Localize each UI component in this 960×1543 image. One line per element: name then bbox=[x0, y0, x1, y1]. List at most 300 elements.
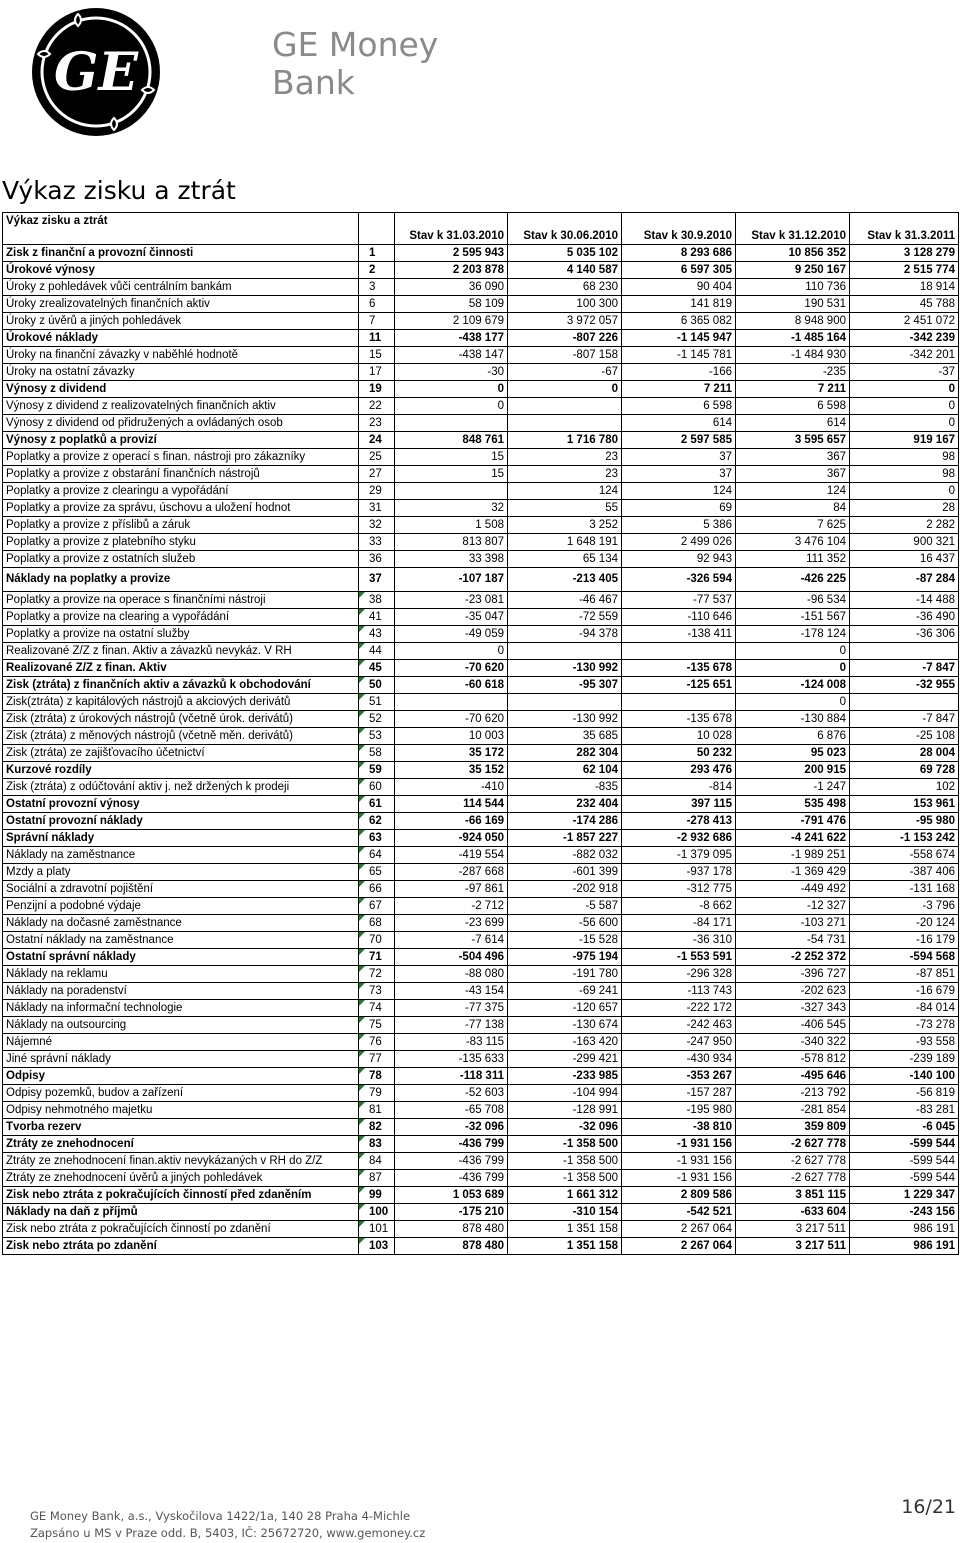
row-value bbox=[508, 415, 622, 432]
row-code: 61 bbox=[359, 796, 395, 813]
row-value: -299 421 bbox=[508, 1051, 622, 1068]
row-value: -124 008 bbox=[736, 677, 850, 694]
table-row bbox=[3, 1034, 959, 1051]
row-code: 41 bbox=[359, 609, 395, 626]
row-value: -1 247 bbox=[736, 779, 850, 796]
row-value: -222 172 bbox=[622, 1000, 736, 1017]
row-value: -7 847 bbox=[850, 660, 959, 677]
table-row bbox=[3, 313, 959, 330]
row-value: 359 809 bbox=[736, 1119, 850, 1136]
row-code: 24 bbox=[359, 432, 395, 449]
row-value: -157 287 bbox=[622, 1085, 736, 1102]
row-value: -73 278 bbox=[850, 1017, 959, 1034]
table-row bbox=[3, 762, 959, 779]
row-code: 99 bbox=[359, 1187, 395, 1204]
row-value: -807 158 bbox=[508, 347, 622, 364]
row-value: -130 992 bbox=[508, 660, 622, 677]
row-value: 3 217 511 bbox=[736, 1238, 850, 1255]
row-value: -578 812 bbox=[736, 1051, 850, 1068]
row-value: -36 306 bbox=[850, 626, 959, 643]
row-value: 0 bbox=[736, 660, 850, 677]
row-value: -70 620 bbox=[395, 711, 508, 728]
row-code: 73 bbox=[359, 983, 395, 1000]
row-value: -67 bbox=[508, 364, 622, 381]
row-value: -84 171 bbox=[622, 915, 736, 932]
row-value bbox=[622, 643, 736, 660]
row-value: -247 950 bbox=[622, 1034, 736, 1051]
row-code: 36 bbox=[359, 551, 395, 568]
row-value: 0 bbox=[395, 398, 508, 415]
table-row bbox=[3, 813, 959, 830]
row-code: 60 bbox=[359, 779, 395, 796]
row-value: 124 bbox=[736, 483, 850, 500]
row-value: 190 531 bbox=[736, 296, 850, 313]
row-value: -191 780 bbox=[508, 966, 622, 983]
row-value: 0 bbox=[850, 415, 959, 432]
row-value: -94 378 bbox=[508, 626, 622, 643]
row-label: Mzdy a platy bbox=[3, 864, 359, 881]
row-value: -5 587 bbox=[508, 898, 622, 915]
row-label: Zisk nebo ztráta po zdanění bbox=[3, 1238, 359, 1255]
row-value: 18 914 bbox=[850, 279, 959, 296]
row-value: 16 437 bbox=[850, 551, 959, 568]
row-code: 51 bbox=[359, 694, 395, 711]
row-value: 614 bbox=[622, 415, 736, 432]
row-code: 68 bbox=[359, 915, 395, 932]
row-value: -7 847 bbox=[850, 711, 959, 728]
table-row bbox=[3, 1153, 959, 1170]
row-value: -43 154 bbox=[395, 983, 508, 1000]
row-code: 58 bbox=[359, 745, 395, 762]
row-value: -135 633 bbox=[395, 1051, 508, 1068]
row-value: 15 bbox=[395, 466, 508, 483]
row-value: -436 799 bbox=[395, 1153, 508, 1170]
row-value: 10 856 352 bbox=[736, 245, 850, 262]
row-value: -495 646 bbox=[736, 1068, 850, 1085]
row-value: 0 bbox=[850, 381, 959, 398]
row-value: -924 050 bbox=[395, 830, 508, 847]
row-value: -87 851 bbox=[850, 966, 959, 983]
row-value: 3 476 104 bbox=[736, 534, 850, 551]
row-value: -599 544 bbox=[850, 1153, 959, 1170]
row-value: -2 932 686 bbox=[622, 830, 736, 847]
table-row bbox=[3, 949, 959, 966]
row-value: -599 544 bbox=[850, 1170, 959, 1187]
row-value: 153 961 bbox=[850, 796, 959, 813]
row-value: -243 156 bbox=[850, 1204, 959, 1221]
row-label: Ztráty ze znehodnocení bbox=[3, 1136, 359, 1153]
row-value: -406 545 bbox=[736, 1017, 850, 1034]
table-row bbox=[3, 915, 959, 932]
row-value: -97 861 bbox=[395, 881, 508, 898]
row-value: -120 657 bbox=[508, 1000, 622, 1017]
row-value: -296 328 bbox=[622, 966, 736, 983]
row-value: -542 521 bbox=[622, 1204, 736, 1221]
row-label: Poplatky a provize na ostatní služby bbox=[3, 626, 359, 643]
row-value: -1 358 500 bbox=[508, 1136, 622, 1153]
row-value: -426 225 bbox=[736, 568, 850, 592]
row-value: 69 728 bbox=[850, 762, 959, 779]
row-value: 2 809 586 bbox=[622, 1187, 736, 1204]
row-value: -436 799 bbox=[395, 1170, 508, 1187]
footer bbox=[30, 1508, 425, 1542]
row-value: -46 467 bbox=[508, 592, 622, 609]
row-label: Jiné správní náklady bbox=[3, 1051, 359, 1068]
row-code: 22 bbox=[359, 398, 395, 415]
table-row bbox=[3, 500, 959, 517]
row-value: -77 375 bbox=[395, 1000, 508, 1017]
row-label: Penzijní a podobné výdaje bbox=[3, 898, 359, 915]
table-row bbox=[3, 898, 959, 915]
row-value: 986 191 bbox=[850, 1221, 959, 1238]
row-code: 25 bbox=[359, 449, 395, 466]
row-value: 69 bbox=[622, 500, 736, 517]
row-code: 65 bbox=[359, 864, 395, 881]
table-row bbox=[3, 1102, 959, 1119]
row-value: 37 bbox=[622, 466, 736, 483]
row-value bbox=[622, 694, 736, 711]
row-value: -52 603 bbox=[395, 1085, 508, 1102]
row-value: 36 090 bbox=[395, 279, 508, 296]
row-label: Náklady na poradenství bbox=[3, 983, 359, 1000]
logo-text: GE bbox=[53, 42, 139, 103]
row-value: -438 177 bbox=[395, 330, 508, 347]
row-code: 103 bbox=[359, 1238, 395, 1255]
row-code: 87 bbox=[359, 1170, 395, 1187]
footer-address: GE Money Bank, a.s., Vyskočilova 1422/1a, 140 28 Praha 4-Michle bbox=[30, 1509, 411, 1523]
row-value: 8 948 900 bbox=[736, 313, 850, 330]
column-header: Stav k 31.12.2010 bbox=[736, 213, 850, 245]
row-value: -56 819 bbox=[850, 1085, 959, 1102]
row-value: -1 931 156 bbox=[622, 1136, 736, 1153]
row-label: Odpisy nehmotného majetku bbox=[3, 1102, 359, 1119]
row-value: -449 492 bbox=[736, 881, 850, 898]
row-value: -436 799 bbox=[395, 1136, 508, 1153]
row-value: -49 059 bbox=[395, 626, 508, 643]
row-value: 141 819 bbox=[622, 296, 736, 313]
row-value: 1 351 158 bbox=[508, 1221, 622, 1238]
row-label: Úroky na ostatní závazky bbox=[3, 364, 359, 381]
row-code: 7 bbox=[359, 313, 395, 330]
row-value: -20 124 bbox=[850, 915, 959, 932]
row-value: -130 992 bbox=[508, 711, 622, 728]
row-label: Ztráty ze znehodnocení finan.aktiv nevykázaných v RH do Z/Z bbox=[3, 1153, 359, 1170]
row-value: -1 931 156 bbox=[622, 1170, 736, 1187]
row-value: -130 674 bbox=[508, 1017, 622, 1034]
row-value: 3 217 511 bbox=[736, 1221, 850, 1238]
row-code: 59 bbox=[359, 762, 395, 779]
row-value bbox=[395, 483, 508, 500]
row-value: 28 004 bbox=[850, 745, 959, 762]
row-value: 58 109 bbox=[395, 296, 508, 313]
row-value: -1 358 500 bbox=[508, 1170, 622, 1187]
row-value: -83 115 bbox=[395, 1034, 508, 1051]
row-value: -310 154 bbox=[508, 1204, 622, 1221]
table-row bbox=[3, 1170, 959, 1187]
row-label: Zisk nebo ztráta z pokračujících činností po zdanění bbox=[3, 1221, 359, 1238]
row-value: -937 178 bbox=[622, 864, 736, 881]
row-value: 0 bbox=[395, 381, 508, 398]
row-value: -96 534 bbox=[736, 592, 850, 609]
row-value: 813 807 bbox=[395, 534, 508, 551]
table-row bbox=[3, 466, 959, 483]
row-value: 114 544 bbox=[395, 796, 508, 813]
row-value: 6 876 bbox=[736, 728, 850, 745]
row-value: 28 bbox=[850, 500, 959, 517]
row-value: 848 761 bbox=[395, 432, 508, 449]
row-value: -1 145 947 bbox=[622, 330, 736, 347]
row-value: -396 727 bbox=[736, 966, 850, 983]
row-value: -104 994 bbox=[508, 1085, 622, 1102]
row-value: 535 498 bbox=[736, 796, 850, 813]
row-label: Náklady na daň z příjmů bbox=[3, 1204, 359, 1221]
table-row bbox=[3, 983, 959, 1000]
row-value bbox=[395, 694, 508, 711]
row-value: -599 544 bbox=[850, 1136, 959, 1153]
row-value: -36 310 bbox=[622, 932, 736, 949]
row-value: -1 485 164 bbox=[736, 330, 850, 347]
row-value bbox=[508, 694, 622, 711]
row-value: 8 293 686 bbox=[622, 245, 736, 262]
row-value: 0 bbox=[736, 694, 850, 711]
row-value: 100 300 bbox=[508, 296, 622, 313]
row-code: 31 bbox=[359, 500, 395, 517]
table-row bbox=[3, 1187, 959, 1204]
row-value: 35 172 bbox=[395, 745, 508, 762]
header-code bbox=[359, 213, 395, 245]
row-label: Ostatní správní náklady bbox=[3, 949, 359, 966]
row-value bbox=[508, 643, 622, 660]
row-value: -791 476 bbox=[736, 813, 850, 830]
table-row bbox=[3, 483, 959, 500]
income-statement-table-wrap bbox=[2, 212, 958, 1255]
row-value: -326 594 bbox=[622, 568, 736, 592]
row-value: -107 187 bbox=[395, 568, 508, 592]
table-row bbox=[3, 449, 959, 466]
row-value: -83 281 bbox=[850, 1102, 959, 1119]
row-value: -118 311 bbox=[395, 1068, 508, 1085]
row-value: 1 053 689 bbox=[395, 1187, 508, 1204]
row-value: -130 884 bbox=[736, 711, 850, 728]
row-value: 3 851 115 bbox=[736, 1187, 850, 1204]
row-code: 43 bbox=[359, 626, 395, 643]
row-value: -131 168 bbox=[850, 881, 959, 898]
row-value: -125 651 bbox=[622, 677, 736, 694]
row-value: -419 554 bbox=[395, 847, 508, 864]
table-row bbox=[3, 1221, 959, 1238]
row-value: -1 145 781 bbox=[622, 347, 736, 364]
row-value: 92 943 bbox=[622, 551, 736, 568]
row-label: Zisk nebo ztráta z pokračujících činností před zdaněním bbox=[3, 1187, 359, 1204]
row-value: 10 028 bbox=[622, 728, 736, 745]
table-row bbox=[3, 381, 959, 398]
row-label: Zisk (ztráta) z měnových nástrojů (včetně měn. derivátů) bbox=[3, 728, 359, 745]
row-value: -151 567 bbox=[736, 609, 850, 626]
row-code: 27 bbox=[359, 466, 395, 483]
table-row bbox=[3, 1136, 959, 1153]
row-label: Náklady na dočasné zaměstnance bbox=[3, 915, 359, 932]
row-value: 102 bbox=[850, 779, 959, 796]
row-value: -23 699 bbox=[395, 915, 508, 932]
row-value: -633 604 bbox=[736, 1204, 850, 1221]
row-value: -594 568 bbox=[850, 949, 959, 966]
row-label: Sociální a zdravotní pojištění bbox=[3, 881, 359, 898]
row-value: -32 096 bbox=[508, 1119, 622, 1136]
row-value: 84 bbox=[736, 500, 850, 517]
row-value: 1 648 191 bbox=[508, 534, 622, 551]
row-value: -342 239 bbox=[850, 330, 959, 347]
row-value: 9 250 167 bbox=[736, 262, 850, 279]
row-value: -340 322 bbox=[736, 1034, 850, 1051]
row-label: Úrokové náklady bbox=[3, 330, 359, 347]
row-code: 38 bbox=[359, 592, 395, 609]
row-value: 98 bbox=[850, 449, 959, 466]
row-value: -175 210 bbox=[395, 1204, 508, 1221]
row-value: -1 484 930 bbox=[736, 347, 850, 364]
table-row bbox=[3, 1000, 959, 1017]
row-label: Kurzové rozdíly bbox=[3, 762, 359, 779]
row-value: -95 307 bbox=[508, 677, 622, 694]
row-label: Poplatky a provize na operace s finančními nástroji bbox=[3, 592, 359, 609]
row-value: 878 480 bbox=[395, 1221, 508, 1238]
row-value: 2 451 072 bbox=[850, 313, 959, 330]
table-header-row bbox=[3, 213, 959, 245]
row-value bbox=[850, 694, 959, 711]
row-value: 1 229 347 bbox=[850, 1187, 959, 1204]
row-value: -2 627 778 bbox=[736, 1170, 850, 1187]
row-value: 23 bbox=[508, 466, 622, 483]
row-value: 2 109 679 bbox=[395, 313, 508, 330]
bank-name bbox=[272, 26, 438, 102]
row-value: -387 406 bbox=[850, 864, 959, 881]
row-value: 1 716 780 bbox=[508, 432, 622, 449]
row-value: 2 595 943 bbox=[395, 245, 508, 262]
row-value: 3 595 657 bbox=[736, 432, 850, 449]
table-row bbox=[3, 728, 959, 745]
table-row bbox=[3, 643, 959, 660]
row-code: 33 bbox=[359, 534, 395, 551]
row-code: 44 bbox=[359, 643, 395, 660]
row-value: -281 854 bbox=[736, 1102, 850, 1119]
row-value: 7 211 bbox=[736, 381, 850, 398]
row-value: 23 bbox=[508, 449, 622, 466]
row-label: Zisk(ztráta) z kapitálových nástrojů a akciových derivátů bbox=[3, 694, 359, 711]
row-value: -1 153 242 bbox=[850, 830, 959, 847]
table-row bbox=[3, 626, 959, 643]
row-value: -30 bbox=[395, 364, 508, 381]
row-value: -327 343 bbox=[736, 1000, 850, 1017]
row-value: -202 623 bbox=[736, 983, 850, 1000]
row-code: 74 bbox=[359, 1000, 395, 1017]
row-label: Náklady na outsourcing bbox=[3, 1017, 359, 1034]
row-value: -87 284 bbox=[850, 568, 959, 592]
row-value: 986 191 bbox=[850, 1238, 959, 1255]
column-header: Stav k 30.06.2010 bbox=[508, 213, 622, 245]
row-value: 6 597 305 bbox=[622, 262, 736, 279]
row-value: -69 241 bbox=[508, 983, 622, 1000]
row-value: -235 bbox=[736, 364, 850, 381]
row-label: Ztráty ze znehodnocení úvěrů a jiných pohledávek bbox=[3, 1170, 359, 1187]
row-value: -1 931 156 bbox=[622, 1153, 736, 1170]
table-row bbox=[3, 1204, 959, 1221]
row-value: 2 515 774 bbox=[850, 262, 959, 279]
row-label: Úrokové výnosy bbox=[3, 262, 359, 279]
row-code: 77 bbox=[359, 1051, 395, 1068]
column-header: Stav k 31.03.2010 bbox=[395, 213, 508, 245]
table-row bbox=[3, 881, 959, 898]
row-code: 71 bbox=[359, 949, 395, 966]
row-value: -110 646 bbox=[622, 609, 736, 626]
row-value: 7 211 bbox=[622, 381, 736, 398]
row-value: -2 712 bbox=[395, 898, 508, 915]
row-value: -35 047 bbox=[395, 609, 508, 626]
row-code: 53 bbox=[359, 728, 395, 745]
table-row bbox=[3, 1085, 959, 1102]
row-code: 79 bbox=[359, 1085, 395, 1102]
row-value: 2 267 064 bbox=[622, 1221, 736, 1238]
table-row bbox=[3, 347, 959, 364]
table-row bbox=[3, 432, 959, 449]
row-value: -7 614 bbox=[395, 932, 508, 949]
row-value: -287 668 bbox=[395, 864, 508, 881]
row-value bbox=[395, 415, 508, 432]
row-value: -36 490 bbox=[850, 609, 959, 626]
row-code: 11 bbox=[359, 330, 395, 347]
row-value: 282 304 bbox=[508, 745, 622, 762]
row-value: -77 537 bbox=[622, 592, 736, 609]
row-value: 7 625 bbox=[736, 517, 850, 534]
row-label: Úroky na finanční závazky v naběhlé hodnotě bbox=[3, 347, 359, 364]
row-value: -95 980 bbox=[850, 813, 959, 830]
table-row bbox=[3, 796, 959, 813]
row-value: -84 014 bbox=[850, 1000, 959, 1017]
table-row bbox=[3, 830, 959, 847]
row-value: -113 743 bbox=[622, 983, 736, 1000]
table-row bbox=[3, 694, 959, 711]
row-label: Náklady na zaměstnance bbox=[3, 847, 359, 864]
row-value: -239 189 bbox=[850, 1051, 959, 1068]
table-row bbox=[3, 677, 959, 694]
row-value: -410 bbox=[395, 779, 508, 796]
row-value: -975 194 bbox=[508, 949, 622, 966]
row-value: -2 252 372 bbox=[736, 949, 850, 966]
table-row bbox=[3, 779, 959, 796]
row-value: -835 bbox=[508, 779, 622, 796]
row-value: -14 488 bbox=[850, 592, 959, 609]
row-value: 6 365 082 bbox=[622, 313, 736, 330]
row-label: Poplatky a provize z ostatních služeb bbox=[3, 551, 359, 568]
row-value: 1 508 bbox=[395, 517, 508, 534]
row-value: -16 179 bbox=[850, 932, 959, 949]
row-value: -37 bbox=[850, 364, 959, 381]
row-value: 37 bbox=[622, 449, 736, 466]
row-code: 32 bbox=[359, 517, 395, 534]
row-label: Ostatní náklady na zaměstnance bbox=[3, 932, 359, 949]
row-value: -3 796 bbox=[850, 898, 959, 915]
row-value: -178 124 bbox=[736, 626, 850, 643]
row-code: 37 bbox=[359, 568, 395, 592]
row-code: 17 bbox=[359, 364, 395, 381]
row-label: Správní náklady bbox=[3, 830, 359, 847]
row-label: Výnosy z dividend od přidružených a ovládaných osob bbox=[3, 415, 359, 432]
row-value: -16 679 bbox=[850, 983, 959, 1000]
row-code: 50 bbox=[359, 677, 395, 694]
row-label: Poplatky a provize z obstarání finančních nástrojů bbox=[3, 466, 359, 483]
row-value: -135 678 bbox=[622, 660, 736, 677]
row-value: 62 104 bbox=[508, 762, 622, 779]
table-row bbox=[3, 551, 959, 568]
column-header: Stav k 30.9.2010 bbox=[622, 213, 736, 245]
